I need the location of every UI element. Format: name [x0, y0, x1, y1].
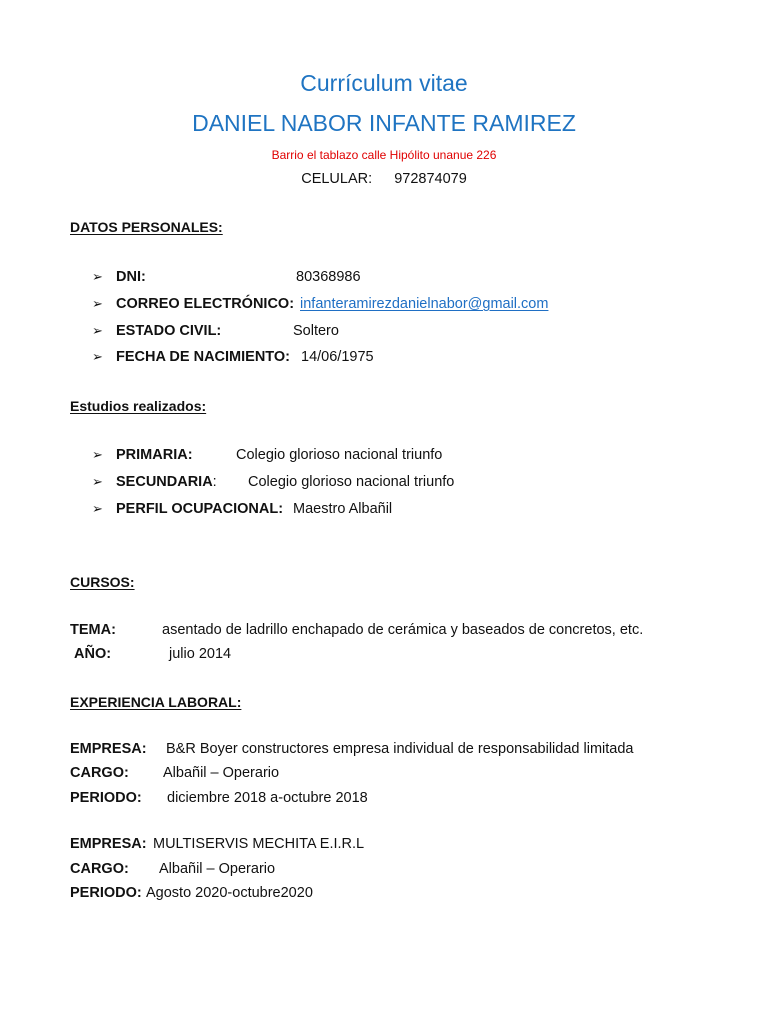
email-label: CORREO ELECTRÓNICO: — [116, 296, 295, 312]
job-period-label: PERIODO: — [70, 790, 142, 806]
secondary-value: Colegio glorioso nacional triunfo — [248, 474, 455, 490]
email-link[interactable]: infanteramirezdanielnabor@gmail.com — [300, 296, 549, 312]
dni-value: 80368986 — [296, 269, 361, 285]
phone-line — [0, 171, 768, 187]
bullet-icon: ➢ — [92, 501, 103, 516]
occupation-label: PERFIL OCUPACIONAL: — [116, 501, 284, 517]
primary-value: Colegio glorioso nacional triunfo — [236, 447, 443, 463]
section-heading-experience: EXPERIENCIA LABORAL: — [70, 694, 242, 710]
bullet-icon: ➢ — [92, 474, 103, 489]
birthdate-label: FECHA DE NACIMIENTO: — [116, 349, 290, 365]
job-role: Albañil – Operario — [159, 861, 276, 877]
job-period: diciembre 2018 a-octubre 2018 — [167, 790, 368, 806]
civil-status-value: Soltero — [293, 323, 339, 339]
occupation-value: Maestro Albañil — [293, 501, 393, 517]
job-role: Albañil – Operario — [163, 765, 280, 781]
secondary-label: SECUNDARIA — [116, 474, 213, 490]
course-year-label: AÑO: — [74, 646, 112, 662]
dni-label: DNI: — [116, 269, 146, 285]
address: Barrio el tablazo calle Hipólito unanue 226 — [271, 148, 497, 162]
course-topic-label: TEMA: — [70, 622, 116, 638]
birthdate-value: 14/06/1975 — [301, 349, 374, 365]
secondary-colon: : — [212, 474, 217, 490]
bullet-icon: ➢ — [92, 269, 103, 284]
job-company-label: EMPRESA: — [70, 836, 147, 852]
section-heading-studies: Estudios realizados: — [70, 398, 207, 414]
job-role-label: CARGO: — [70, 861, 129, 877]
section-heading-courses: CURSOS: — [70, 574, 135, 590]
bullet-icon: ➢ — [92, 349, 103, 364]
section-heading-personal: DATOS PERSONALES: — [70, 219, 223, 235]
candidate-name: DANIEL NABOR INFANTE RAMIREZ — [192, 110, 576, 136]
secondary-label-line — [116, 474, 217, 490]
bullet-icon: ➢ — [92, 323, 103, 338]
job-company: MULTISERVIS MECHITA E.I.R.L — [153, 836, 365, 852]
job-company: B&R Boyer constructores empresa individual de responsabilidad limitada — [166, 741, 634, 757]
course-year-value: julio 2014 — [169, 646, 232, 662]
bullet-icon: ➢ — [92, 296, 103, 311]
job-period-label: PERIODO: — [70, 885, 142, 901]
course-topic-value: asentado de ladrillo enchapado de cerámica y baseados de concretos, etc. — [162, 622, 644, 638]
phone-value: 972874079 — [394, 171, 467, 187]
bullet-icon: ➢ — [92, 447, 103, 462]
phone-label: CELULAR: — [301, 171, 373, 187]
document-title: Currículum vitae — [300, 70, 468, 96]
job-period: Agosto 2020-octubre2020 — [146, 885, 313, 901]
job-role-label: CARGO: — [70, 765, 129, 781]
primary-label: PRIMARIA: — [116, 447, 193, 463]
job-company-label: EMPRESA: — [70, 741, 147, 757]
civil-status-label: ESTADO CIVIL: — [116, 323, 222, 339]
